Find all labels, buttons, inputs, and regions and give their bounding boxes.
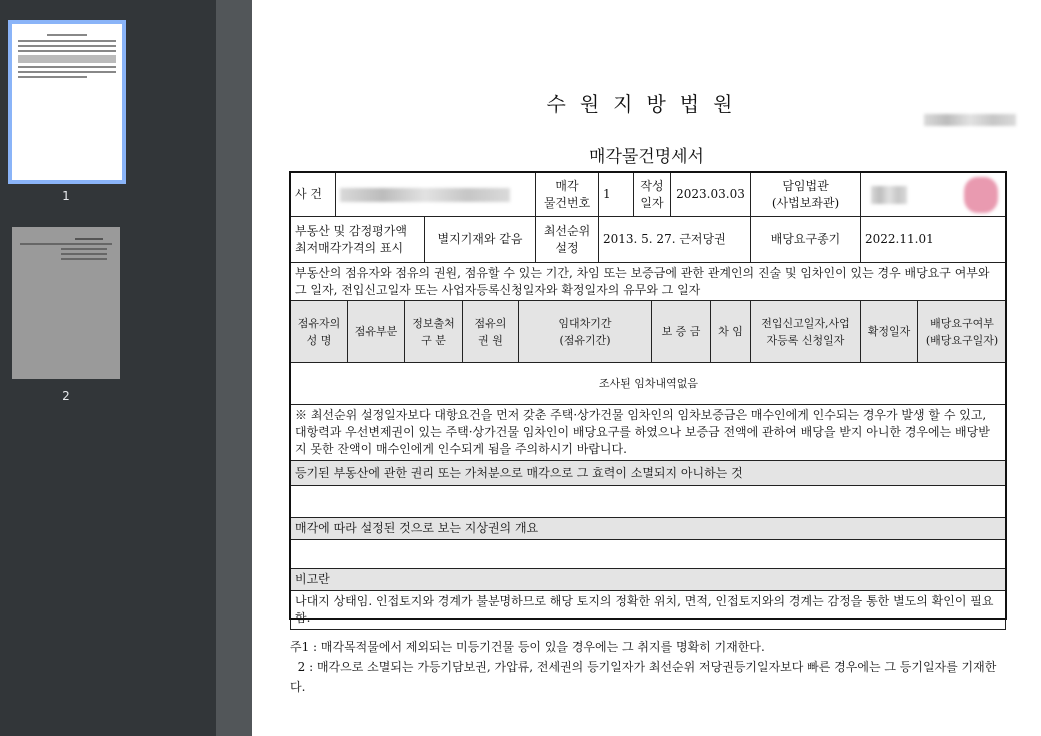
column-header: 정보출처 구 분 bbox=[405, 301, 463, 363]
page-thumbnail-2[interactable] bbox=[12, 227, 120, 379]
deadline-label: 배당요구종기 bbox=[751, 217, 861, 263]
section-header-rights: 등기된 부동산에 관한 권리 또는 가처분으로 매각으로 그 효력이 소멸되지 아니하는 것 bbox=[291, 461, 1006, 486]
remarks-label: 비고란 bbox=[291, 569, 1006, 591]
item-number: 1 bbox=[599, 173, 634, 217]
footnote-2: 2 : 매각으로 소멸되는 가등기담보권, 가압류, 전세권의 등기일자가 최선순위 저당권등기일자보다 빠른 경우에는 그 등기일자를 기재한다. bbox=[290, 660, 997, 694]
redacted-text bbox=[924, 114, 1016, 126]
column-header: 점유자의 성 명 bbox=[291, 301, 348, 363]
column-header: 점유부분 bbox=[348, 301, 405, 363]
deadline-value: 2022.11.01 bbox=[861, 217, 1007, 263]
thumbnail-label: 1 bbox=[62, 189, 70, 203]
page-thumbnail-1[interactable] bbox=[8, 20, 126, 184]
column-header: 확정일자 bbox=[861, 301, 918, 363]
case-label: 사 건 bbox=[291, 173, 336, 217]
footnote-1: 주1 : 매각목적물에서 제외되는 미등기건물 등이 있을 경우에는 그 취지를 명확히 기재한다. bbox=[290, 640, 765, 654]
thumbnail-sidebar bbox=[0, 0, 216, 736]
written-date: 2023.03.03 bbox=[671, 173, 751, 217]
column-header: 점유의 권 원 bbox=[463, 301, 519, 363]
column-header: 차 임 bbox=[711, 301, 751, 363]
written-date-label: 작성 일자 bbox=[634, 173, 671, 217]
seal-stamp bbox=[964, 177, 998, 213]
judge-redacted bbox=[861, 173, 1007, 217]
section-header-surface-rights: 매각에 따라 설정된 것으로 보는 지상권의 개요 bbox=[291, 518, 1006, 540]
column-header: 전입신고일자,사업 자등록 신청일자 bbox=[751, 301, 861, 363]
price-value: 별지기재와 같음 bbox=[425, 217, 536, 263]
document-page bbox=[252, 0, 1041, 736]
section-body-rights bbox=[291, 486, 1006, 518]
no-tenants-row: 조사된 임차내역없음 bbox=[291, 363, 1007, 405]
document-title: 매각물건명세서 bbox=[589, 147, 704, 167]
warning-notice: ※ 최선순위 설정일자보다 대항요건을 먼저 갖춘 주택·상가건물 임차인의 임차보증금은 매수인에게 인수되는 경우가 발생 할 수 있고, 대항력과 우선변제권이 있는 주택·상가건물 임차인이 배당요구를 하였으나 보증금 전액에 관하여 배당을 받지 아니한 경우에는 배당받지 못한 잔액이 매수인에게 인수되게 됨을 주의하시기 바랍니다. bbox=[291, 405, 1006, 461]
case-number-redacted bbox=[336, 173, 536, 217]
thumbnail-label: 2 bbox=[62, 389, 70, 403]
viewer-background bbox=[216, 0, 252, 736]
judge-label: 담임법관 (사법보좌관) bbox=[751, 173, 861, 217]
price-label: 부동산 및 감정평가액 최저매각가격의 표시 bbox=[291, 217, 425, 263]
remarks-text: 나대지 상태임. 인접토지와 경계가 불분명하므로 해당 토지의 정확한 위치, 면적, 인접토지와의 경계는 감정을 통한 별도의 확인이 필요함. bbox=[291, 591, 1006, 630]
section-body-surface-rights bbox=[291, 540, 1006, 569]
occupancy-description: 부동산의 점유자와 점유의 권원, 점유할 수 있는 기간, 차임 또는 보증금에 관한 관계인의 진술 및 임차인이 있는 경우 배당요구 여부와 그 일자, 전입신고일자 또는 사업자등록신청일자와 확정일자의 유무와 그 일자 bbox=[291, 263, 1007, 302]
court-name: 수원지방법원 bbox=[546, 92, 747, 116]
column-header: 임대차기간 (점유기간) bbox=[519, 301, 652, 363]
item-number-label: 매각 물건번호 bbox=[536, 173, 599, 217]
column-header: 배당요구여부 (배당요구일자) bbox=[918, 301, 1007, 363]
column-header: 보 증 금 bbox=[652, 301, 711, 363]
priority-value: 2013. 5. 27. 근저당권 bbox=[599, 217, 751, 263]
priority-label: 최선순위 설정 bbox=[536, 217, 599, 263]
